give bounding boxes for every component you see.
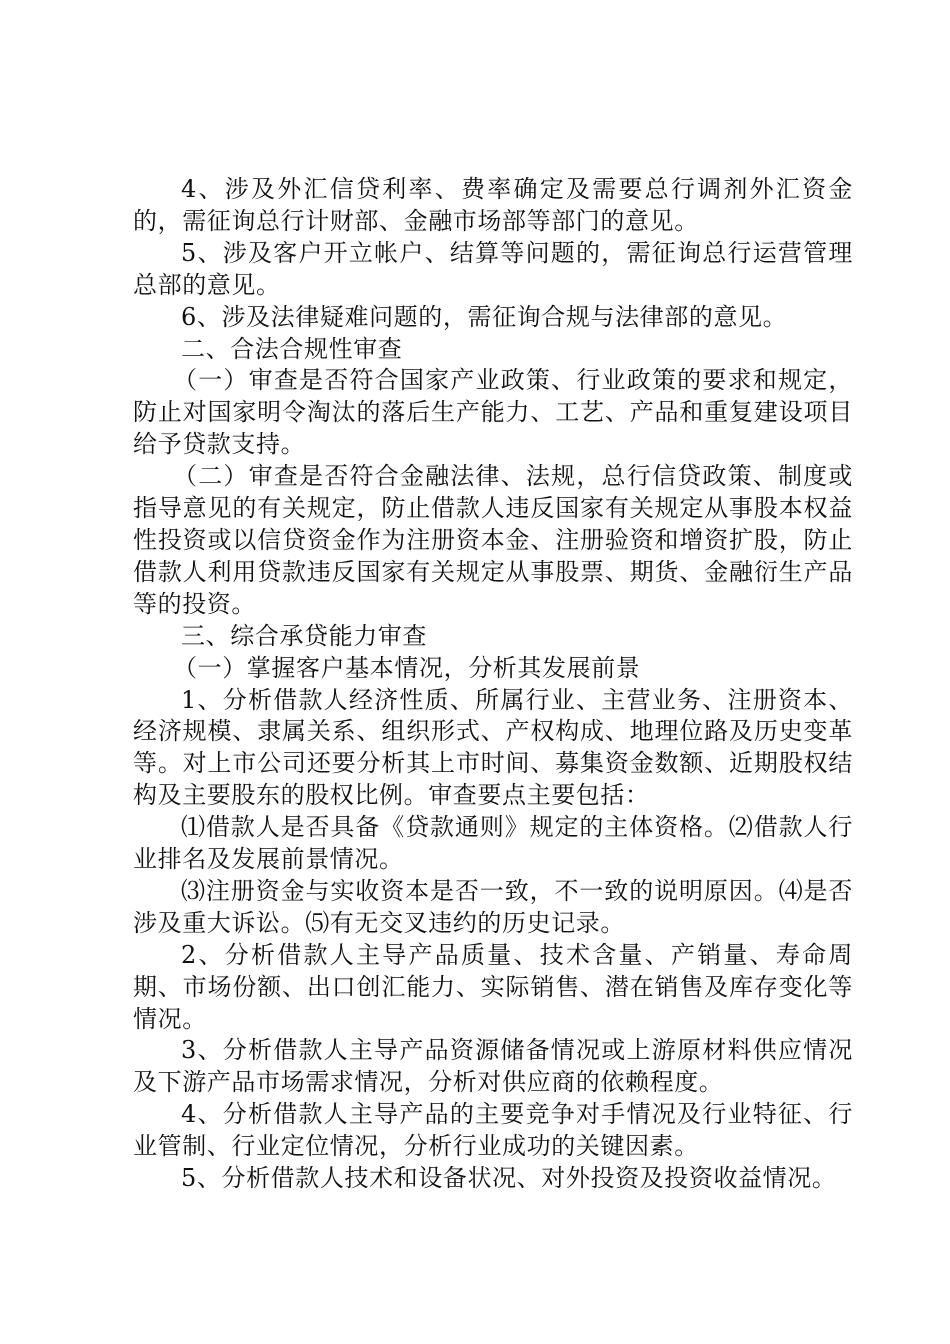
subheading-customer-basics: （一）掌握客户基本情况，分析其发展前景 (173, 653, 641, 682)
paragraph-financial-regulations: （二）审查是否符合金融法律、法规，总行信贷政策、制度或指导意见的有关规定，防止借款人违反国家有关规定从事股本权益性投资或以信贷资金作为注册资本金、注册验资和增资扩股，防止借款人利用贷款违反国家有关规定从事股票、期货、金融衍生产品等的投资。 (133, 462, 853, 618)
paragraph-eligibility-ranking: ⑴借款人是否具备《贷款通则》规定的主体资格。⑵借款人行业排名及发展前景情况。 (133, 813, 853, 874)
section-heading-compliance-review: 二、合法合规性审查 (181, 334, 403, 363)
paragraph-product-quality: 2、分析借款人主导产品质量、技术含量、产销量、寿命周期、市场份额、出口创汇能力、实际销售、潜在销售及库存变化等情况。 (133, 940, 853, 1033)
paragraph-account-settlement: 5、涉及客户开立帐户、结算等问题的，需征询总行运营管理总部的意见。 (133, 238, 853, 299)
paragraph-industry-policy: （一）审查是否符合国家产业政策、行业政策的要求和规定，防止对国家明令淘汰的落后生产能力、工艺、产品和重复建设项目给予贷款支持。 (133, 366, 853, 459)
document-body (133, 174, 853, 1195)
paragraph-legal-issues: 6、涉及法律疑难问题的，需征询合规与法律部的意见。 (181, 302, 788, 331)
paragraph-capital-litigation: ⑶注册资金与实收资本是否一致，不一致的说明原因。⑷是否涉及重大诉讼。⑸有无交叉违约的历史记录。 (133, 876, 853, 937)
paragraph-technology-investment: 5、分析借款人技术和设备状况、对外投资及投资收益情况。 (181, 1164, 837, 1193)
section-heading-credit-capacity: 三、综合承贷能力审查 (181, 621, 427, 650)
paragraph-borrower-profile: 1、分析借款人经济性质、所属行业、主营业务、注册资本、经济规模、隶属关系、组织形式、产权构成、地理位路及历史变革等。对上市公司还要分析其上市时间、募集资金数额、近期股权结构及主要股东的股权比例。审查要点主要包括： (133, 685, 853, 810)
paragraph-forex-rates: 4、涉及外汇信贷利率、费率确定及需要总行调剂外汇资金的，需征询总行计财部、金融市场部等部门的意见。 (133, 175, 853, 235)
paragraph-competitors: 4、分析借款人主导产品的主要竞争对手情况及行业特征、行业管制、行业定位情况，分析行业成功的关键因素。 (133, 1100, 853, 1161)
paragraph-supply-chain: 3、分析借款人主导产品资源储备情况或上游原材料供应情况及下游产品市场需求情况，分析对供应商的依赖程度。 (133, 1036, 853, 1097)
